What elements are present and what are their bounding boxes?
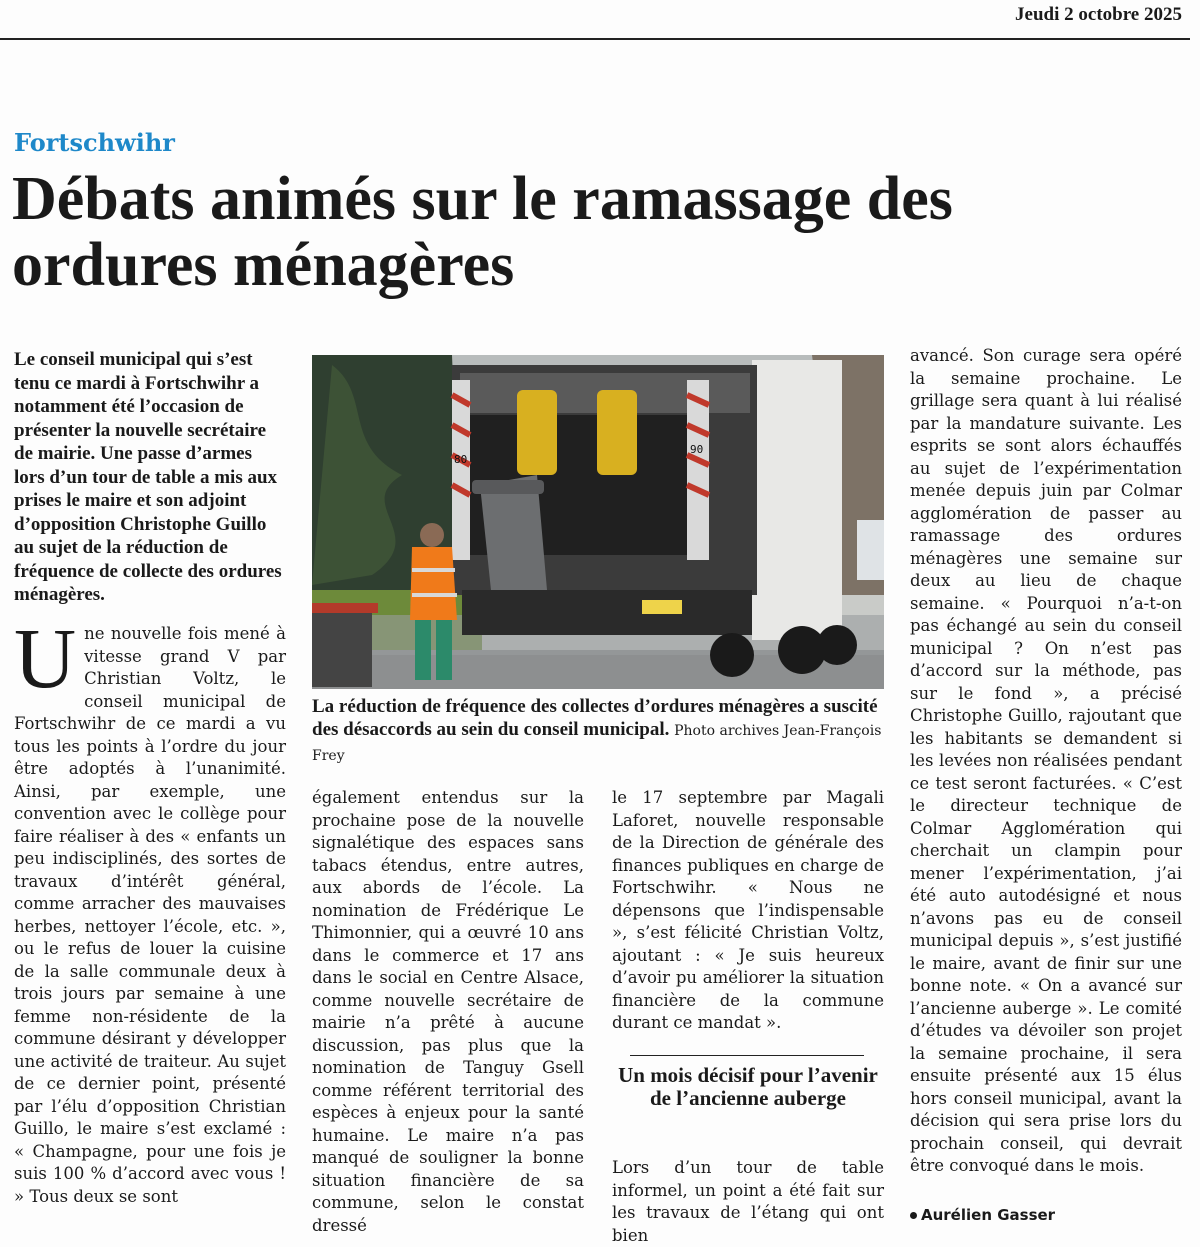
article-title: Débats animés sur le ramassage des ordures ménagères <box>12 165 953 299</box>
body-column-3a: le 17 septembre par Magali Laforet, nouvelle responsable de la Direction de générale des finances publiques en charge de Fortschwihr. « Nous ne dépensons que l’indispensable », s’est félicité Christian Voltz, ajoutant : « Je suis heureux d’avoir pu améliorer la situation financière de la commune durant ce mandat ». <box>612 788 884 1032</box>
author-name: Aurélien Gasser <box>921 1206 1056 1224</box>
author-signature <box>910 1206 1055 1224</box>
body-column-4: avancé. Son curage sera opéré la semaine prochaine. Le grillage sera quant à lui réalisé par la mandature suivante. Les esprits se sont alors échauffés au sujet de l’expérimentation menée depuis juin par Colmar agglomération de passer au ramassage des ordures ménagères une semaine sur deux au lieu de chaque semaine. « Pourquoi n’a-t-on pas échangé au sein du conseil municipal ? On n’est pas d’accord sur la méthode, pas sur le fond », a précisé Christophe Guillo, rajoutant que les habitants se demandent si les levées non réalisées pendant ce test seront facturées. « C’est le directeur technique de Colmar Agglomération qui cherchait un clampin pour mener l’expérimentation, j’ai été auto autodésigné et nous n’avons pas eu de conseil municipal depuis », s’est justifié le maire, avant de finir sur une bonne note. « On a avancé sur l’ancienne auberge ». Le comité d’études va dévoiler son projet la semaine prochaine, il sera ensuite présenté aux 15 élus hors conseil municipal, avant la décision qui sera prise lors du prochain conseil, qui devrait être convoqué dans le mois. <box>910 346 1182 1175</box>
body-column-2: également entendus sur la prochaine pose de la nouvelle signalétique des espaces sans tabacs étendus, entre autres, aux abords de l’école. La nomination de Frédérique Le Thimonnier, qui a œuvré 10 ans dans le commerce et 17 ans dans le social en Centre Alsace, comme nouvelle secrétaire de mairie n’a prêté à aucune discussion, pas plus que la nomination de Tanguy Gsell comme référent territorial des espèces à enjeux pour la santé humaine. Le maire n’a pas manqué de souligner la bonne situation financière de sa commune, selon le constat dressé <box>312 788 584 1235</box>
subhead: Un mois décisif pour l’avenir de l’ancienne auberge <box>618 1063 878 1110</box>
garbage-truck-photo <box>312 355 884 689</box>
body-column-1 <box>14 610 286 1208</box>
article-chapo: Le conseil municipal qui s’est tenu ce mardi à Fortschwihr a notamment été l’occasion de présenter la nouvelle secrétaire de mairie. Une passe d’armes lors d’un tour de table a mis aux prises le maire et son adjoint d’opposition Christophe Guillo au sujet de la réduction de fréquence de collecte des ordures ménagères. <box>14 349 282 605</box>
bullet-dot <box>910 1212 917 1219</box>
body-column-1-text: ne nouvelle fois mené à vitesse grand V par Christian Voltz, le conseil municipal de Fortschwihr de ce mardi a vu tous les points à l’ordre du jour être adoptés à l’unanimité. Ainsi, par exemple, une convention avec le collège pour faire réaliser à des « enfants un peu indisciplinés, des sortes de travaux d’intérêt général, comme arracher des mauvaises herbes, nettoyer l’école, etc. », ou le refus de louer la cuisine de la salle communale deux à trois jours par semaine à une femme non-résidente de la commune désirant y développer une activité de traiteur. Au sujet de ce dernier point, présenté par l’élu d’opposition Christian Guillo, le maire s’est exclamé : « Champagne, pour une fois je suis 100 % d’accord avec vous ! » Tous deux se sont <box>14 624 286 1206</box>
photo-caption <box>312 695 884 768</box>
drop-cap: U <box>14 610 77 706</box>
edition-date: Jeudi 2 octobre 2025 <box>1015 4 1182 25</box>
body-column-3b: Lors d’un tour de table informel, un point a été fait sur les travaux de l’étang qui ont bien <box>612 1158 884 1245</box>
article-photo <box>312 355 884 689</box>
truck-number-left: 80 <box>454 453 468 466</box>
photo-credit: Photo archives Jean-François Frey <box>312 723 882 764</box>
caption-text: La réduction de fréquence des collectes d’ordures ménagères a suscité des désaccords au sein du conseil municipal. <box>312 696 878 740</box>
subhead-rule <box>630 1055 864 1056</box>
header-rule <box>0 38 1190 40</box>
truck-number: 90 <box>690 443 704 456</box>
article-kicker: Fortschwihr <box>14 128 175 157</box>
